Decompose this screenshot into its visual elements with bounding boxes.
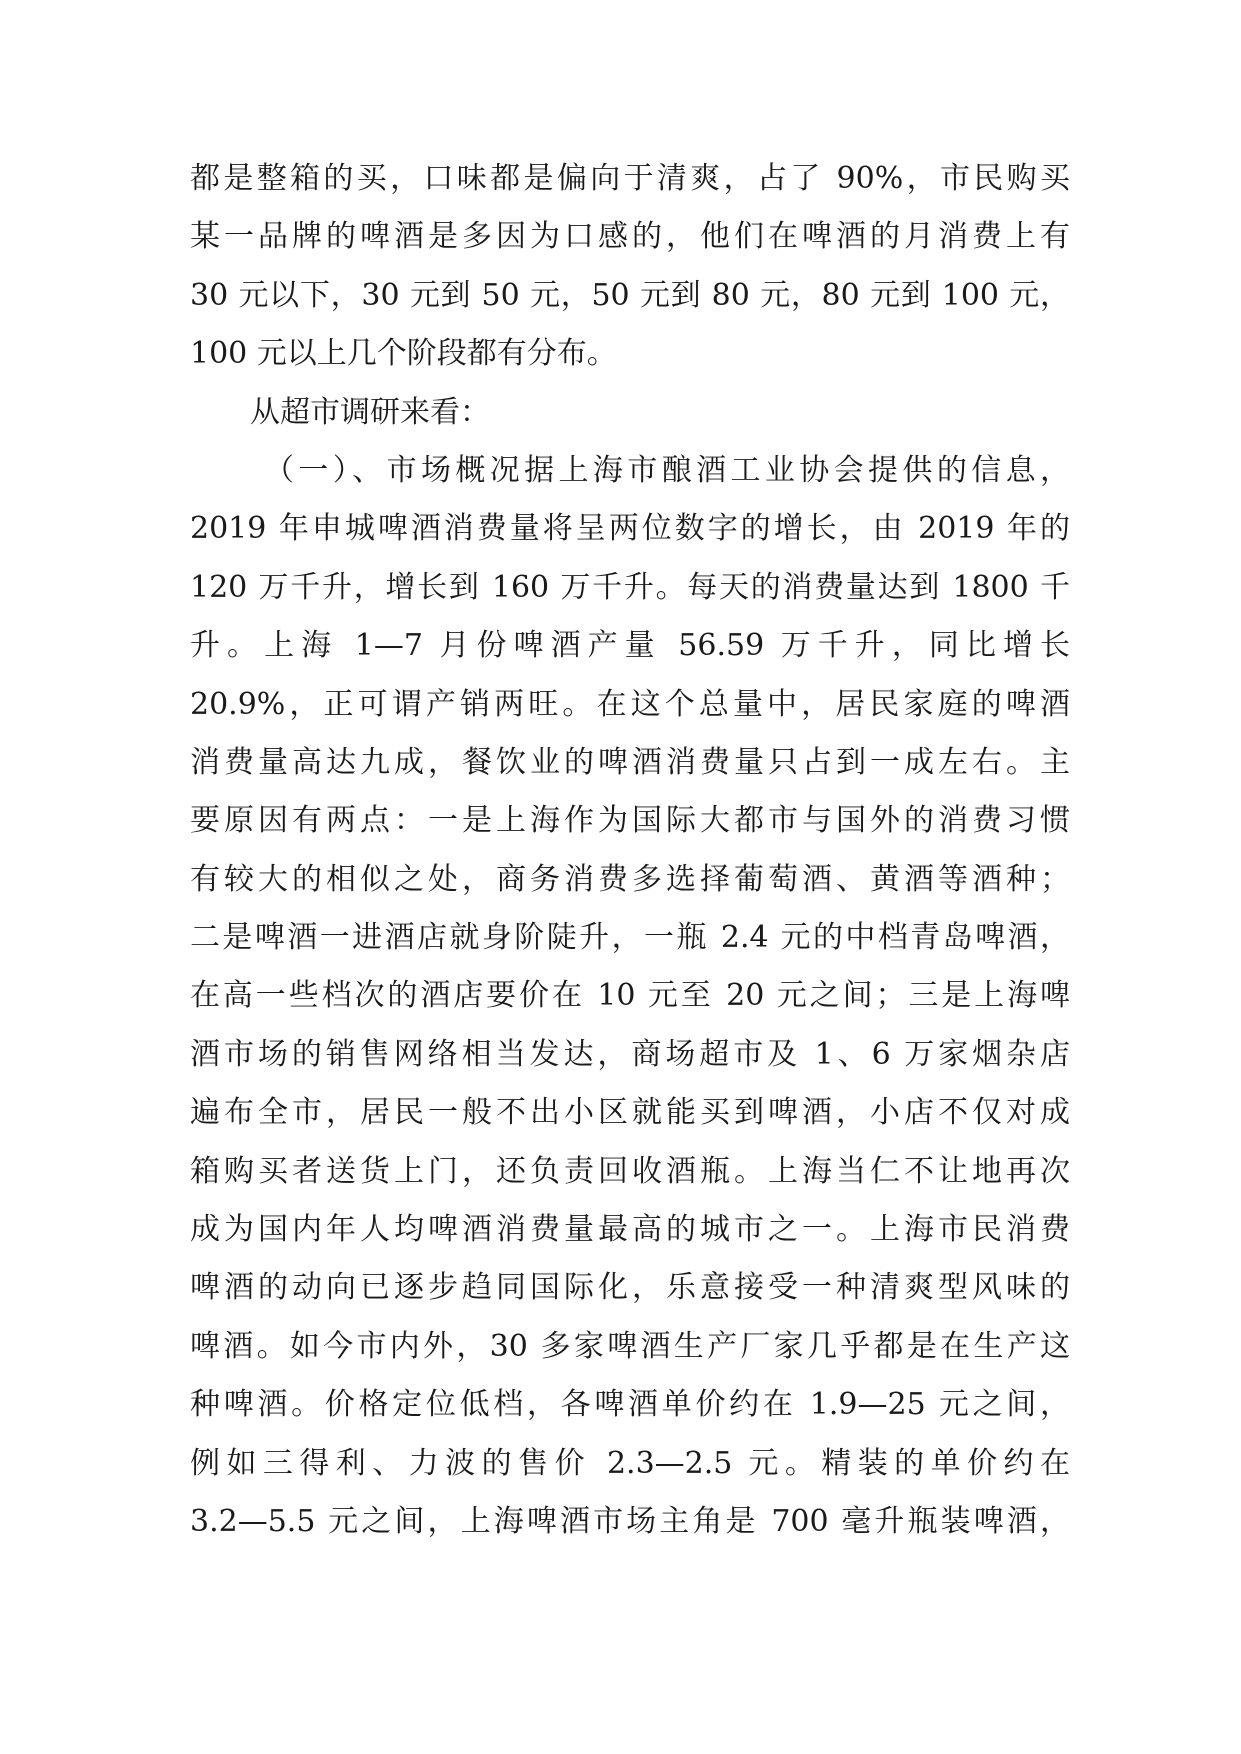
- text-line: （一）、市场概况据上海市酿酒工业协会提供的信息，: [264, 452, 1070, 488]
- text-line: 成为国内年人均啤酒消费量最高的城市之一。上海市民消费: [190, 1212, 1070, 1248]
- text-line: 120 万千升，增长到 160 万千升。每天的消费量达到 1800 千: [190, 569, 1070, 605]
- text-line: 例如三得利、力波的售价 2.3—2.5 元。精装的单价约在: [190, 1445, 1070, 1481]
- paragraph-beer-purchase-habits: [190, 150, 1070, 384]
- text-line: 某一品牌的啤酒是多因为口感的，他们在啤酒的月消费上有: [190, 219, 1070, 255]
- text-line: 2019 年申城啤酒消费量将呈两位数字的增长，由 2019 年的: [190, 511, 1070, 547]
- text-line: 30 元以下，30 元到 50 元，50 元到 80 元，80 元到 100 元，: [190, 277, 1070, 313]
- text-line: 3.2—5.5 元之间，上海啤酒市场主角是 700 毫升瓶装啤酒，: [190, 1503, 1070, 1539]
- text-line: 种啤酒。价格定位低档，各啤酒单价约在 1.9—25 元之间，: [190, 1387, 1070, 1423]
- paragraph-supermarket-survey-heading: [190, 384, 1070, 442]
- text-line: 有较大的相似之处，商务消费多选择葡萄酒、黄酒等酒种；: [190, 861, 1070, 897]
- text-line: 遍布全市，居民一般不出小区就能买到啤酒，小店不仅对成: [190, 1095, 1070, 1131]
- text-line: 在高一些档次的酒店要价在 10 元至 20 元之间；三是上海啤: [190, 978, 1070, 1014]
- paragraph-market-overview: [190, 442, 1070, 1551]
- text-line: 都是整箱的买，口味都是偏向于清爽，占了 90%，市民购买: [190, 161, 1070, 196]
- text-line: 100 元以上几个阶段都有分布。: [190, 336, 617, 372]
- text-line: 消费量高达九成，餐饮业的啤酒消费量只占到一成左右。主: [190, 744, 1070, 780]
- text-line: 从超市调研来看：: [250, 394, 490, 430]
- text-line: 箱购买者送货上门，还负责回收酒瓶。上海当仁不让地再次: [190, 1153, 1070, 1189]
- text-line: 要原因有两点：一是上海作为国际大都市与国外的消费习惯: [190, 803, 1070, 839]
- document-body: [190, 150, 1070, 1551]
- text-line: 酒市场的销售网络相当发达，商场超市及 1、6 万家烟杂店: [190, 1036, 1070, 1072]
- text-line: 升。上海 1—7 月份啤酒产量 56.59 万千升，同比增长: [190, 628, 1070, 664]
- text-line: 二是啤酒一进酒店就身阶陡升，一瓶 2.4 元的中档青岛啤酒，: [190, 920, 1070, 956]
- text-line: 20.9%，正可谓产销两旺。在这个总量中，居民家庭的啤酒: [190, 686, 1070, 722]
- text-line: 啤酒的动向已逐步趋同国际化，乐意接受一种清爽型风味的: [190, 1270, 1070, 1306]
- text-line: 啤酒。如今市内外，30 多家啤酒生产厂家几乎都是在生产这: [190, 1328, 1070, 1364]
